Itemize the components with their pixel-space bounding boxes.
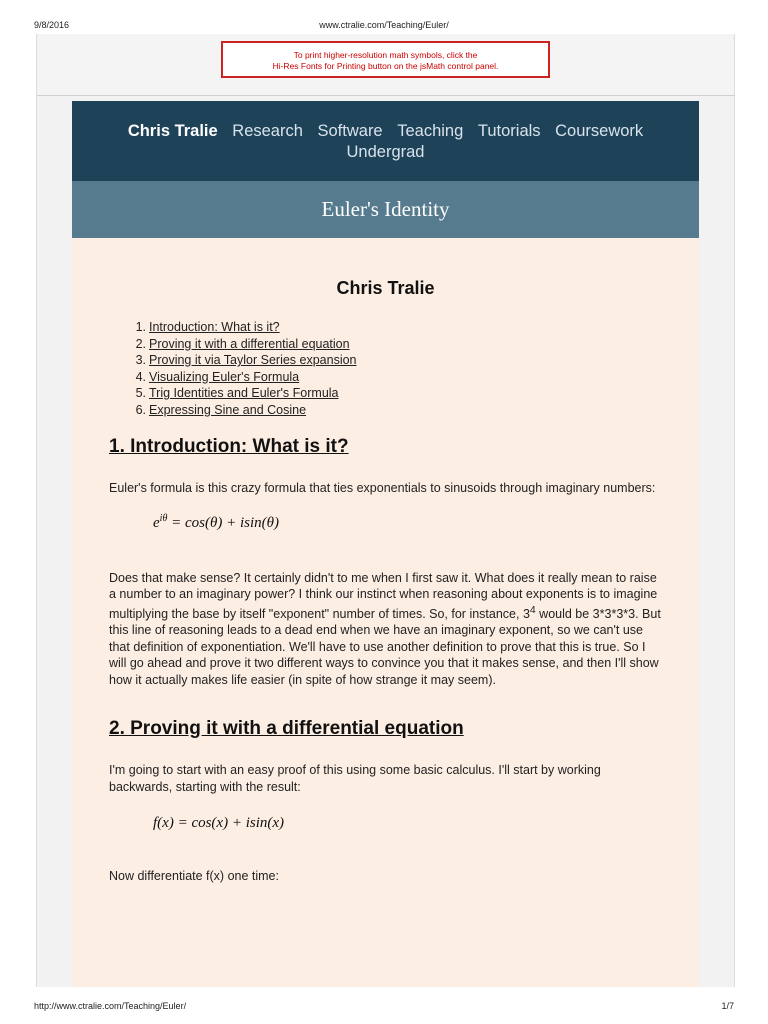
author-heading: Chris Tralie (336, 278, 435, 298)
nav-brand-link[interactable]: Chris Tralie (127, 122, 218, 140)
intro-paragraph: Euler's formula is this crazy formula that ties exponentials to sinusoids through imaginary numbers: (109, 481, 656, 495)
site-container (72, 101, 699, 987)
formula-exponent: iθ (159, 512, 168, 524)
toc-item (131, 352, 662, 369)
euler-formula (109, 513, 662, 532)
nav-link-tutorials[interactable]: Tutorials (477, 122, 541, 140)
jsmath-warning (221, 41, 550, 78)
print-page-count: 1/7 (721, 1001, 734, 1011)
nav-link-undergrad[interactable]: Undergrad (346, 143, 425, 161)
page-title-bar (72, 181, 699, 238)
formula-rest: = cos(θ) + isin(θ) (167, 514, 280, 531)
browser-page (36, 34, 735, 987)
proof-intro-paragraph: I'm going to start with an easy proof of this using some basic calculus. I'll start by working backwards, starting with the result: (109, 763, 601, 794)
nav-link-research[interactable]: Research (232, 122, 303, 140)
section-heading-introduction: 1. Introduction: What is it? (109, 436, 349, 457)
toc-item (131, 385, 662, 402)
nav-link-software[interactable]: Software (317, 122, 383, 140)
toc-link-visualizing[interactable]: Visualizing Euler's Formula (149, 369, 300, 384)
toc-item (131, 319, 662, 336)
explanation-paragraph (109, 570, 662, 689)
explanation-superscript: 4 (529, 604, 536, 616)
page-title: Euler's Identity (321, 197, 450, 221)
toc-number: 2. (135, 336, 146, 351)
navbar (72, 101, 699, 181)
toc-number: 5. (135, 386, 146, 400)
print-footer (0, 994, 768, 1024)
toc-link-taylor-series[interactable]: Proving it via Taylor Series expansion (149, 353, 357, 367)
print-url-bottom: http://www.ctralie.com/Teaching/Euler/ (34, 1001, 187, 1011)
toc-item (131, 402, 662, 419)
table-of-contents (109, 319, 662, 418)
article-content (72, 238, 699, 987)
explanation-text-a: Does that make sense? It certainly didn't to me when I first saw it. What does it really mean to raise a number to an imaginary power? I think our instinct when reasoning about exponents is to imagine multiplying the base by itself "exponent" number of times. So, for instance, 3 (109, 570, 658, 621)
nav-link-teaching[interactable]: Teaching (397, 122, 464, 140)
toc-link-introduction[interactable]: Introduction: What is it? (149, 320, 280, 334)
explanation-text-b: would be 3*3*3*3. But this line of reasoning leads to a dead end when we have an imaginary exponent, so we can't use that definition of exponentiation. We'll have to use another definition to prove that this is true. So I will go ahead and prove it two different ways to convince you that it makes sense, and then I'll show how it actually makes life easier (in spite of how strange it may seem). (109, 606, 661, 687)
jsmath-warning-line2: Hi-Res Fonts for Printing button on the jsMath control panel. (272, 61, 499, 71)
toc-number: 3. (135, 353, 146, 367)
print-header (0, 0, 768, 30)
differentiate-paragraph: Now differentiate f(x) one time: (109, 869, 279, 884)
nav-link-coursework[interactable]: Coursework (555, 122, 644, 140)
toc-item (131, 369, 662, 386)
print-date: 9/8/2016 (34, 20, 70, 30)
fx-formula: f(x) = cos(x) + isin(x) (153, 815, 285, 832)
toc-link-trig-identities[interactable]: Trig Identities and Euler's Formula (149, 386, 339, 400)
toc-link-sine-cosine[interactable]: Expressing Sine and Cosine (149, 402, 307, 417)
toc-item (131, 336, 662, 353)
toc-number: 1. (135, 320, 146, 334)
print-url-top: www.ctralie.com/Teaching/Euler/ (319, 20, 449, 30)
jsmath-bar (37, 34, 734, 96)
toc-link-differential-equation[interactable]: Proving it with a differential equation (149, 336, 350, 351)
toc-number: 6. (135, 402, 146, 417)
jsmath-warning-line1: To print higher-resolution math symbols, click the (293, 50, 478, 60)
toc-number: 4. (135, 369, 146, 384)
formula-base: e (153, 514, 160, 531)
section-heading-differential-equation: 2. Proving it with a differential equation (109, 718, 464, 740)
